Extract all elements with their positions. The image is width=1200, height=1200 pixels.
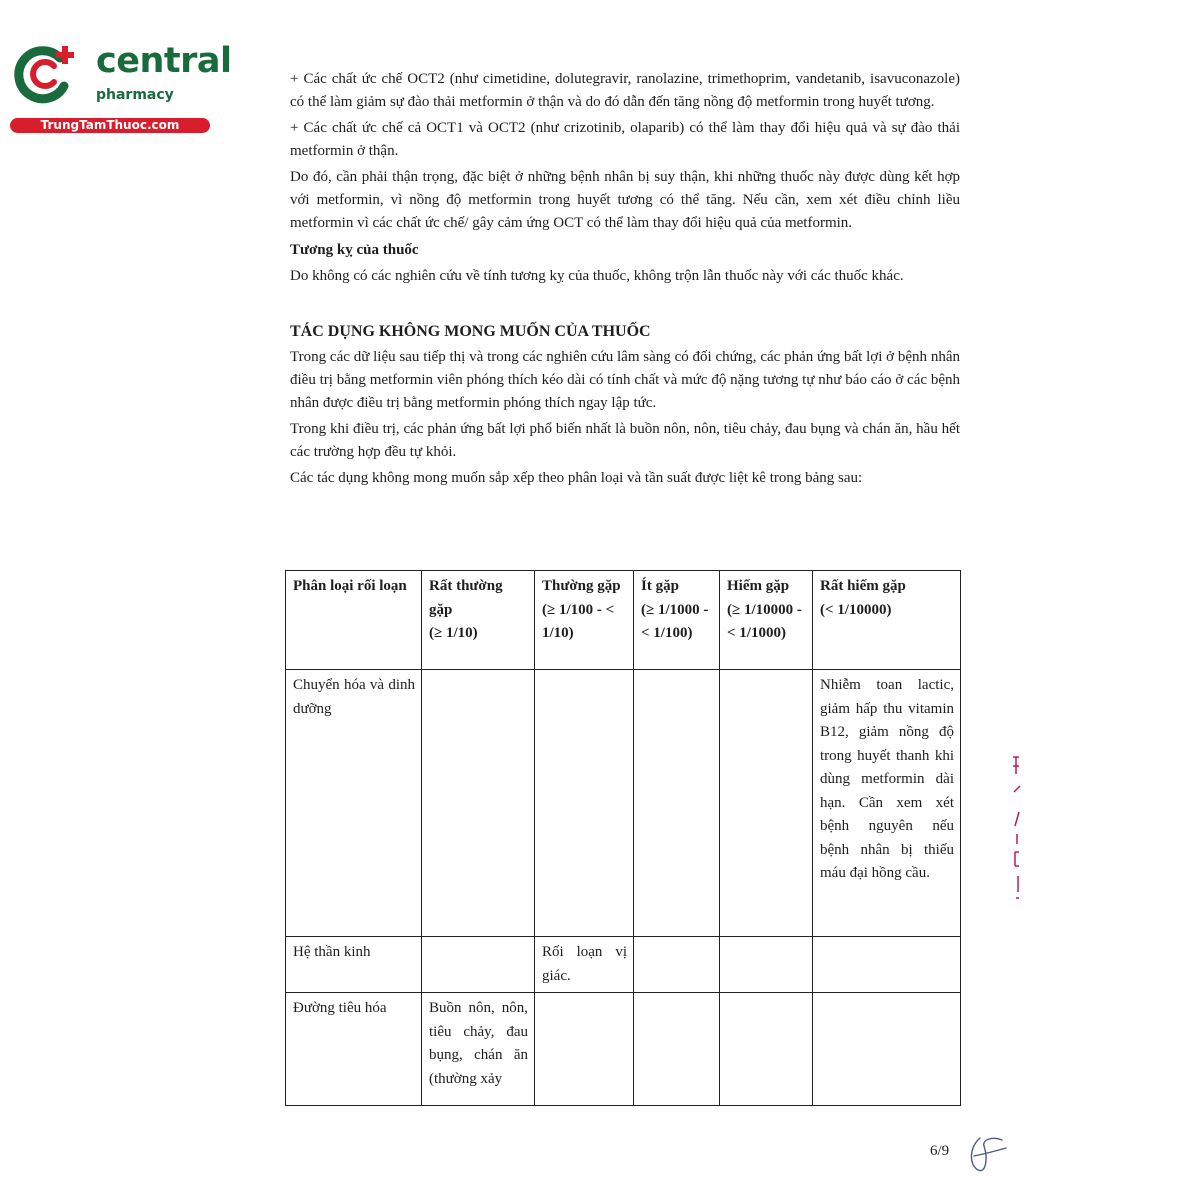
paragraph-common-reactions: Trong khi điều trị, các phản ứng bất lợi phổ biến nhất là buồn nôn, nôn, tiêu chảy, đau bụng và chán ăn, hầu hết các trường hợp đều tự khỏi. [290, 421, 960, 460]
cell-gi-class: Đường tiêu hóa [286, 993, 422, 1106]
table-row [286, 993, 961, 1106]
header-very-common: Rất thường gặp (≥ 1/10) [422, 571, 535, 670]
paragraph-oct1-oct2-inhibitors: + Các chất ức chế cả OCT1 và OCT2 (như crizotinib, olaparib) có thể làm thay đổi hiệu quả và sự đào thải metformin ở thận. [290, 120, 960, 159]
cell-empty [535, 993, 634, 1106]
cell-empty [720, 937, 813, 993]
header-class: Phân loại rối loạn [286, 571, 422, 670]
cell-empty [813, 993, 961, 1106]
header-common: Thường gặp (≥ 1/100 - < 1/10) [535, 571, 634, 670]
cell-empty [422, 670, 535, 937]
paragraph-table-intro: Các tác dụng không mong muốn sắp xếp theo phân loại và tần suất được liệt kê trong bảng sau: [290, 470, 863, 486]
logo-brand-name: central [96, 41, 232, 81]
paragraph-incompatibility: Do không có các nghiên cứu về tính tương kỵ của thuốc, không trộn lẫn thuốc này với các thuốc khác. [290, 268, 904, 284]
logo-brand-sub: pharmacy [96, 87, 174, 103]
table-row [286, 937, 961, 993]
signature-icon [962, 1132, 1012, 1177]
table-row [286, 670, 961, 937]
adverse-effects-table [285, 570, 961, 1106]
paragraph-postmarketing: Trong các dữ liệu sau tiếp thị và trong các nghiên cứu lâm sàng có đối chứng, các phản ứng bất lợi ở bệnh nhân điều trị bằng metformin viên phóng thích kéo dài có tính chất và mức độ nặng tương tự như báo cáo ở các bệnh nhân được điều trị bằng metformin phóng thích ngay lập tức. [290, 349, 960, 411]
paragraph-oct2-inhibitors: + Các chất ức chế OCT2 (như cimetidine, dolutegravir, ranolazine, trimethoprim, vandetanib, isavuconazole) có thể làm giảm sự đào thải metformin ở thận và do đó dẫn đến tăng nồng độ metformin trong huyết tương. [290, 71, 960, 110]
heading-incompatibility: Tương kỵ của thuốc [290, 242, 419, 258]
cell-metabolism-very-rare: Nhiễm toan lactic, giảm hấp thu vitamin B12, giảm nồng độ trong huyết thanh khi dùng metformin dài hạn. Cần xem xét bệnh nguyên nếu bệnh nhân bị thiếu máu đại hồng cầu. [813, 670, 961, 937]
cell-empty [422, 937, 535, 993]
cell-empty [720, 670, 813, 937]
document-body [290, 68, 960, 490]
cell-gi-very-common: Buồn nôn, nôn, tiêu chảy, đau bụng, chán ăn (thường xảy [422, 993, 535, 1106]
header-uncommon: Ít gặp (≥ 1/1000 - < 1/100) [634, 571, 720, 670]
header-rare: Hiếm gặp (≥ 1/10000 - < 1/1000) [720, 571, 813, 670]
table-header-row [286, 571, 961, 670]
cell-empty [634, 670, 720, 937]
cell-empty [634, 993, 720, 1106]
logo-website-url[interactable]: TrungTamThuoc.com [10, 118, 210, 133]
pharmacy-logo-icon [10, 38, 82, 110]
page-number: 6/9 [930, 1143, 950, 1159]
cell-empty [720, 993, 813, 1106]
cell-empty [535, 670, 634, 937]
margin-stamp-icon [1010, 752, 1024, 902]
cell-nervous-class: Hệ thần kinh [286, 937, 422, 993]
central-pharmacy-logo[interactable] [10, 38, 232, 138]
cell-metabolism-class: Chuyển hóa và dinh dưỡng [286, 670, 422, 937]
cell-empty [813, 937, 961, 993]
heading-adverse-effects: TÁC DỤNG KHÔNG MONG MUỐN CỦA THUỐC [290, 323, 651, 340]
header-very-rare: Rất hiếm gặp (< 1/10000) [813, 571, 961, 670]
cell-nervous-common: Rối loạn vị giác. [535, 937, 634, 993]
cell-empty [634, 937, 720, 993]
paragraph-caution: Do đó, cần phải thận trọng, đặc biệt ở những bệnh nhân bị suy thận, khi những thuốc này được dùng kết hợp với metformin, vì nồng độ metformin trong huyết tương có thể tăng. Nếu cần, xem xét điều chỉnh liều metformin vì các chất ức chế/ gây cảm ứng OCT có thể làm thay đổi hiệu quả của metformin. [290, 169, 960, 231]
